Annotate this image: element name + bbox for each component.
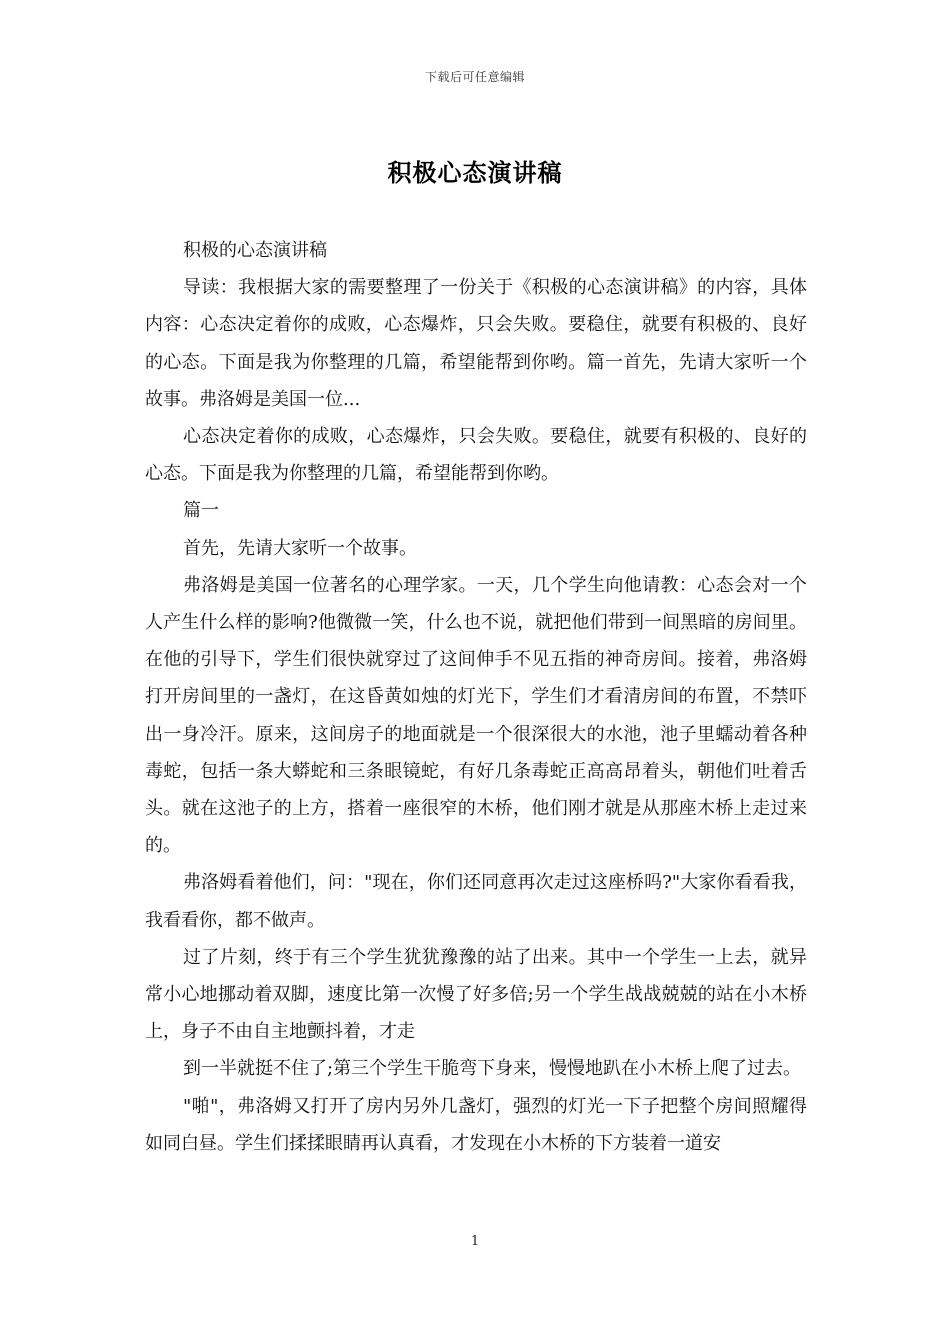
paragraph: 弗洛姆是美国一位著名的心理学家。一天，几个学生向他请教：心态会对一个人产生什么样的影响?他微微一笑，什么也不说，就把他们带到一间黑暗的房间里。在他的引导下，学生们很快就穿过了这间伸手不见五指的神奇房间。接着，弗洛姆打开房间里的一盏灯，在这昏黄如烛的灯光下，学生们才看清房间的布置，不禁吓出一身冷汗。原来，这间房子的地面就是一个很深很大的水池，池子里蠕动着各种毒蛇，包括一条大蟒蛇和三条眼镜蛇，有好几条毒蛇正高高昂着头，朝他们吐着舌头。就在这池子的上方，搭着一座很窄的木桥，他们刚才就是从那座木桥上走过来的。 — [145, 574, 807, 857]
paragraph: 心态决定着你的成败，心态爆炸，只会失败。要稳住，就要有积极的、良好的心态。下面是我为你整理的几篇，希望能帮到你哟。 — [145, 426, 807, 485]
header-note: 下载后可任意编辑 — [424, 70, 525, 84]
paragraph-subtitle: 积极的心态演讲稿 — [183, 240, 327, 261]
paragraph: "啪"，弗洛姆又打开了房内另外几盏灯，强烈的灯光一下子把整个房间照耀得如同白昼。学生们揉揉眼睛再认真看，才发现在小木桥的下方装着一道安 — [145, 1095, 807, 1154]
paragraph: 首先，先请大家听一个故事。 — [183, 537, 417, 559]
page-number: 1 — [470, 1234, 480, 1249]
document-body — [145, 232, 807, 1162]
paragraph: 弗洛姆看着他们，问："现在，你们还同意再次走过这座桥吗?"大家你看看我，我看看你，都不做声。 — [145, 872, 807, 931]
paragraph: 过了片刻，终于有三个学生犹犹豫豫的站了出来。其中一个学生一上去，就异常小心地挪动着双脚，速度比第一次慢了好多倍;另一个学生战战兢兢的站在小木桥上，身子不由自主地颤抖着，才走 — [145, 946, 807, 1043]
paragraph: 到一半就挺不住了;第三个学生干脆弯下身来，慢慢地趴在小木桥上爬了过去。 — [183, 1058, 802, 1080]
section-heading: 篇一 — [183, 500, 219, 522]
paragraph-intro: 导读：我根据大家的需要整理了一份关于《积极的心态演讲稿》的内容，具体内容：心态决定着你的成败，心态爆炸，只会失败。要稳住，就要有积极的、良好的心态。下面是我为你整理的几篇，希望能帮到你哟。篇一首先，先请大家听一个故事。弗洛姆是美国一位... — [145, 277, 807, 410]
document-title: 积极心态演讲稿 — [387, 158, 563, 187]
